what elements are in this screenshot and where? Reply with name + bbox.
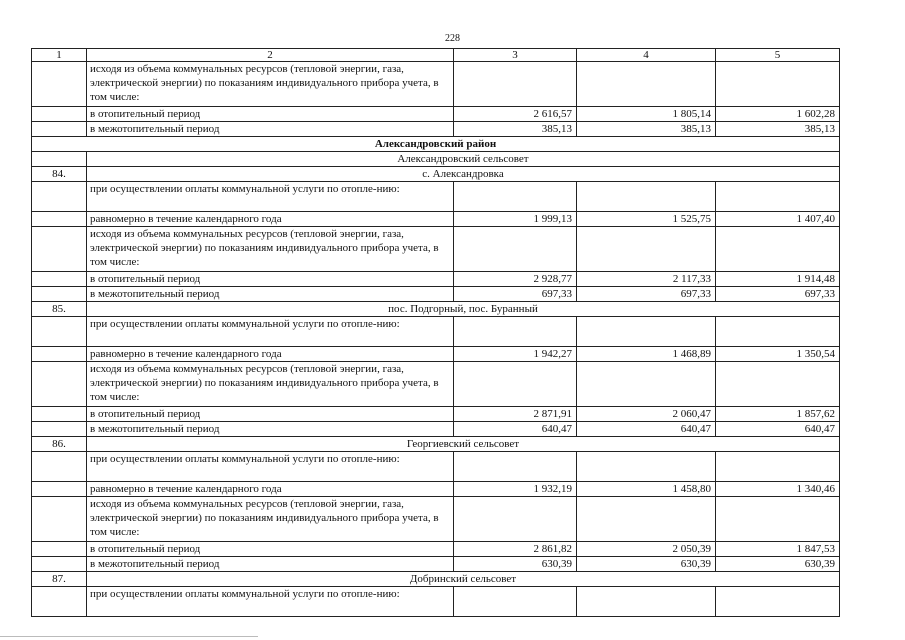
row-number-cell xyxy=(32,62,87,107)
empty-value-cell xyxy=(716,182,840,212)
row-number-cell xyxy=(32,587,87,617)
category-row xyxy=(32,362,840,407)
row-label: в отопительный период xyxy=(87,542,454,557)
empty-value-cell xyxy=(716,587,840,617)
tariff-row xyxy=(32,422,840,437)
row-label: в межотопительный период xyxy=(87,122,454,137)
row-number-cell xyxy=(32,287,87,302)
empty-value-cell xyxy=(577,182,716,212)
row-label: равномерно в течение календарного года xyxy=(87,347,454,362)
tariff-value: 2 050,39 xyxy=(577,542,716,557)
tariff-value: 2 928,77 xyxy=(454,272,577,287)
empty-value-cell xyxy=(454,227,577,272)
category-label: при осуществлении оплаты коммунальной услуги по отопле-нию: xyxy=(87,182,454,212)
row-number-cell xyxy=(32,407,87,422)
category-row xyxy=(32,317,840,347)
tariff-row xyxy=(32,557,840,572)
category-row xyxy=(32,182,840,212)
row-number-cell xyxy=(32,557,87,572)
empty-value-cell xyxy=(577,62,716,107)
tariff-value: 1 350,54 xyxy=(716,347,840,362)
tariff-row xyxy=(32,122,840,137)
empty-value-cell xyxy=(454,62,577,107)
tariff-value: 630,39 xyxy=(454,557,577,572)
section-number: 85. xyxy=(32,302,87,317)
row-number-cell xyxy=(32,212,87,227)
empty-value-cell xyxy=(454,452,577,482)
section-title: с. Александровка xyxy=(87,167,840,182)
empty-value-cell xyxy=(454,587,577,617)
section-row xyxy=(32,167,840,182)
tariff-value: 630,39 xyxy=(716,557,840,572)
category-label: исходя из объема коммунальных ресурсов (тепловой энергии, газа, электрической энергии) по показаниям индивидуального прибора учета, в том числе: xyxy=(87,62,454,107)
row-label: в межотопительный период xyxy=(87,422,454,437)
tariff-value: 385,13 xyxy=(716,122,840,137)
tariff-value: 640,47 xyxy=(716,422,840,437)
empty-value-cell xyxy=(716,452,840,482)
empty-value-cell xyxy=(716,62,840,107)
tariff-row xyxy=(32,212,840,227)
row-label: в межотопительный период xyxy=(87,557,454,572)
section-row xyxy=(32,572,840,587)
district-row xyxy=(32,137,840,152)
empty-value-cell xyxy=(577,587,716,617)
tariff-value: 640,47 xyxy=(577,422,716,437)
category-label: при осуществлении оплаты коммунальной услуги по отопле-нию: xyxy=(87,587,454,617)
footnote-rule xyxy=(0,636,258,637)
row-number-cell xyxy=(32,227,87,272)
tariff-row xyxy=(32,482,840,497)
empty-value-cell xyxy=(577,317,716,347)
tariff-value: 1 942,27 xyxy=(454,347,577,362)
tariff-value: 640,47 xyxy=(454,422,577,437)
tariff-row xyxy=(32,542,840,557)
category-row xyxy=(32,227,840,272)
empty-value-cell xyxy=(716,362,840,407)
column-header: 1 xyxy=(32,49,87,62)
category-row xyxy=(32,497,840,542)
row-number-cell xyxy=(32,122,87,137)
empty-value-cell xyxy=(454,362,577,407)
empty-value-cell xyxy=(716,227,840,272)
tariff-value: 1 999,13 xyxy=(454,212,577,227)
section-title: Добринский сельсовет xyxy=(87,572,840,587)
section-number: 87. xyxy=(32,572,87,587)
category-label: исходя из объема коммунальных ресурсов (тепловой энергии, газа, электрической энергии) по показаниям индивидуального прибора учета, в том числе: xyxy=(87,497,454,542)
tariff-value: 1 468,89 xyxy=(577,347,716,362)
row-label: равномерно в течение календарного года xyxy=(87,212,454,227)
category-label: при осуществлении оплаты коммунальной услуги по отопле-нию: xyxy=(87,317,454,347)
tariff-value: 385,13 xyxy=(454,122,577,137)
empty-value-cell xyxy=(577,452,716,482)
page-number: 228 xyxy=(445,33,460,44)
tariff-value: 2 060,47 xyxy=(577,407,716,422)
row-label: в отопительный период xyxy=(87,272,454,287)
category-label: исходя из объема коммунальных ресурсов (тепловой энергии, газа, электрической энергии) по показаниям индивидуального прибора учета, в том числе: xyxy=(87,362,454,407)
row-number-cell xyxy=(32,317,87,347)
empty-value-cell xyxy=(454,317,577,347)
district-title: Александровский район xyxy=(32,137,840,152)
section-number xyxy=(32,152,87,167)
row-label: в отопительный период xyxy=(87,107,454,122)
row-number-cell xyxy=(32,497,87,542)
empty-value-cell xyxy=(577,227,716,272)
empty-value-cell xyxy=(577,497,716,542)
category-row xyxy=(32,62,840,107)
tariff-table xyxy=(31,48,840,617)
tariff-value: 2 861,82 xyxy=(454,542,577,557)
tariff-value: 2 616,57 xyxy=(454,107,577,122)
section-title: Александровский сельсовет xyxy=(87,152,840,167)
row-number-cell xyxy=(32,452,87,482)
tariff-value: 2 117,33 xyxy=(577,272,716,287)
category-label: исходя из объема коммунальных ресурсов (тепловой энергии, газа, электрической энергии) по показаниям индивидуального прибора учета, в том числе: xyxy=(87,227,454,272)
row-number-cell xyxy=(32,272,87,287)
row-label: в отопительный период xyxy=(87,407,454,422)
section-number: 84. xyxy=(32,167,87,182)
empty-value-cell xyxy=(454,182,577,212)
tariff-row xyxy=(32,347,840,362)
empty-value-cell xyxy=(716,317,840,347)
tariff-value: 630,39 xyxy=(577,557,716,572)
row-number-cell xyxy=(32,347,87,362)
row-label: равномерно в течение календарного года xyxy=(87,482,454,497)
tariff-row xyxy=(32,407,840,422)
section-title: пос. Подгорный, пос. Буранный xyxy=(87,302,840,317)
tariff-value: 385,13 xyxy=(577,122,716,137)
category-label: при осуществлении оплаты коммунальной услуги по отопле-нию: xyxy=(87,452,454,482)
tariff-row xyxy=(32,272,840,287)
empty-value-cell xyxy=(577,362,716,407)
tariff-value: 1 602,28 xyxy=(716,107,840,122)
empty-value-cell xyxy=(716,497,840,542)
tariff-value: 697,33 xyxy=(716,287,840,302)
section-title: Георгиевский сельсовет xyxy=(87,437,840,452)
column-header: 3 xyxy=(454,49,577,62)
column-header: 2 xyxy=(87,49,454,62)
row-number-cell xyxy=(32,107,87,122)
column-header: 5 xyxy=(716,49,840,62)
tariff-value: 1 340,46 xyxy=(716,482,840,497)
tariff-value: 1 525,75 xyxy=(577,212,716,227)
row-number-cell xyxy=(32,422,87,437)
tariff-value: 1 932,19 xyxy=(454,482,577,497)
empty-value-cell xyxy=(454,497,577,542)
column-number-row xyxy=(32,49,840,62)
tariff-value: 1 847,53 xyxy=(716,542,840,557)
row-number-cell xyxy=(32,542,87,557)
tariff-row xyxy=(32,287,840,302)
tariff-value: 2 871,91 xyxy=(454,407,577,422)
row-number-cell xyxy=(32,482,87,497)
tariff-value: 1 805,14 xyxy=(577,107,716,122)
tariff-row xyxy=(32,107,840,122)
tariff-value: 697,33 xyxy=(454,287,577,302)
tariff-value: 697,33 xyxy=(577,287,716,302)
tariff-table-body xyxy=(32,49,840,617)
tariff-value: 1 458,80 xyxy=(577,482,716,497)
section-number: 86. xyxy=(32,437,87,452)
row-label: в межотопительный период xyxy=(87,287,454,302)
row-number-cell xyxy=(32,362,87,407)
row-number-cell xyxy=(32,182,87,212)
category-row xyxy=(32,587,840,617)
tariff-value: 1 857,62 xyxy=(716,407,840,422)
tariff-value: 1 914,48 xyxy=(716,272,840,287)
category-row xyxy=(32,452,840,482)
section-row xyxy=(32,437,840,452)
column-header: 4 xyxy=(577,49,716,62)
section-row xyxy=(32,152,840,167)
tariff-value: 1 407,40 xyxy=(716,212,840,227)
section-row xyxy=(32,302,840,317)
